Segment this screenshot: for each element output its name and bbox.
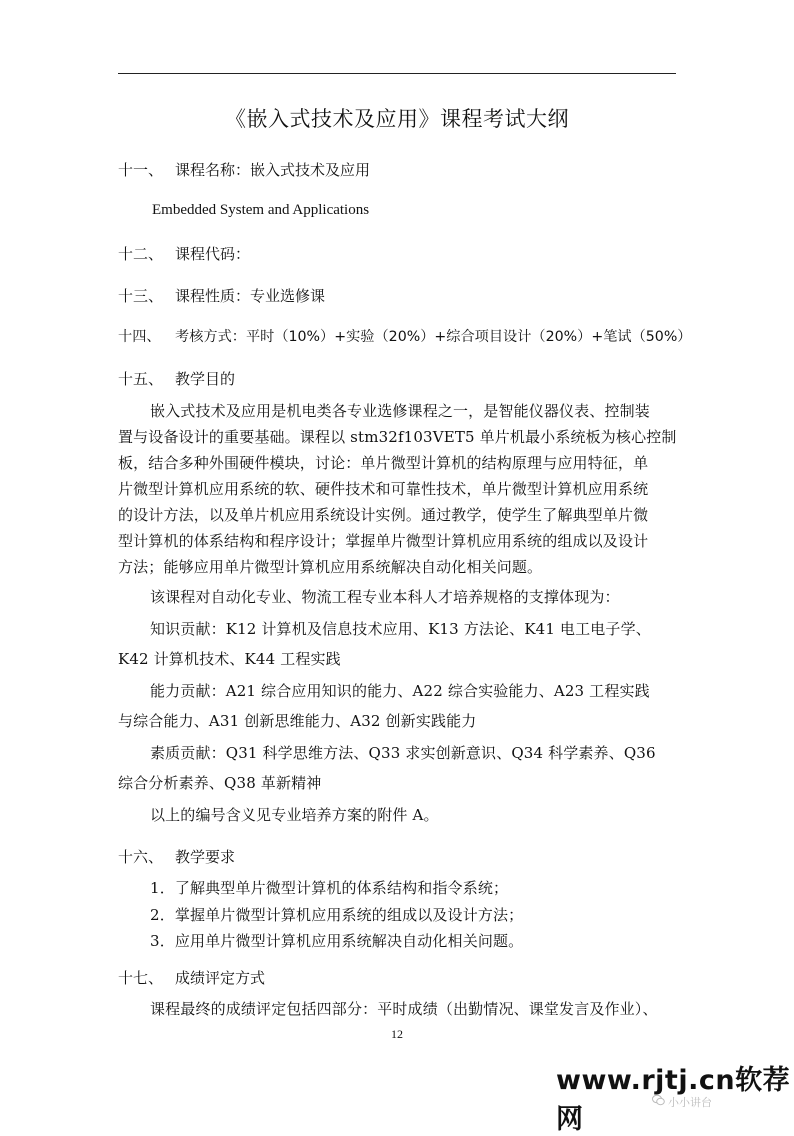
wechat-icon bbox=[652, 1094, 665, 1106]
course-english-name: Embedded System and Applications bbox=[152, 202, 370, 218]
section-course-name bbox=[118, 159, 370, 180]
quality-contribution-cont: 综合分析素养、Q38 革新精神 bbox=[118, 774, 322, 792]
paragraph-line: 置与设备设计的重要基础。课程以 stm32f103VET5 单片机最小系统板为核心控制 bbox=[118, 428, 677, 446]
paragraph-line: 方法；能够应用单片微型计算机应用系统解决自动化相关问题。 bbox=[118, 558, 543, 576]
section-course-type bbox=[118, 285, 325, 306]
header-rule bbox=[118, 73, 676, 74]
section-label: 教学目的 bbox=[175, 370, 236, 388]
section-number: 十五、 bbox=[118, 370, 164, 388]
grading-paragraph: 课程最终的成绩评定包括四部分：平时成绩（出勤情况、课堂发言及作业）、 bbox=[150, 1000, 658, 1018]
section-number: 十四、 bbox=[118, 329, 161, 345]
section-label: 教学要求 bbox=[175, 848, 236, 866]
section-grading bbox=[118, 967, 265, 988]
requirement-item: 1．了解典型单片微型计算机的体系结构和指令系统； bbox=[150, 879, 509, 897]
requirement-item: 3．应用单片微型计算机应用系统解决自动化相关问题。 bbox=[150, 932, 524, 950]
section-course-code bbox=[118, 243, 250, 264]
section-number: 十六、 bbox=[118, 848, 164, 866]
section-teaching-requirements bbox=[118, 846, 235, 867]
annex-note: 以上的编号含义见专业培养方案的附件 A。 bbox=[150, 806, 439, 824]
ability-contribution-cont: 与综合能力、A31 创新思维能力、A32 创新实践能力 bbox=[118, 712, 477, 730]
section-number: 十一、 bbox=[118, 161, 164, 179]
paragraph-line: 该课程对自动化专业、物流工程专业本科人才培养规格的支撑体现为： bbox=[150, 588, 620, 606]
page-number: 12 bbox=[391, 1027, 403, 1041]
requirement-item: 2．掌握单片微型计算机应用系统的组成以及设计方法； bbox=[150, 906, 524, 924]
watermark-account: 小小讲台 bbox=[668, 1096, 712, 1109]
section-number: 十七、 bbox=[118, 969, 164, 987]
paragraph-line: 的设计方法，以及单片机应用系统设计实例。通过教学，使学生了解典型单片微 bbox=[118, 506, 649, 524]
course-name-value: 嵌入式技术及应用 bbox=[250, 161, 371, 179]
document-title: 《嵌入式技术及应用》课程考试大纲 bbox=[225, 107, 569, 131]
paragraph-line: 嵌入式技术及应用是机电类各专业选修课程之一，是智能仪器仪表、控制装 bbox=[150, 402, 650, 420]
watermark-url: www.rjtj.cn软荐网 bbox=[556, 1065, 791, 1135]
section-text: 课程性质：专业选修课 bbox=[175, 287, 326, 305]
section-number: 十三、 bbox=[118, 287, 164, 305]
section-label: 课程名称： bbox=[175, 161, 251, 179]
quality-contribution: 素质贡献：Q31 科学思维方法、Q33 求实创新意识、Q34 科学素养、Q36 bbox=[150, 744, 656, 762]
knowledge-contribution: 知识贡献：K12 计算机及信息技术应用、K13 方法论、K41 电工电子学、 bbox=[150, 620, 651, 638]
section-text: 考核方式：平时（10%）+实验（20%）+综合项目设计（20%）+笔试（50%） bbox=[175, 329, 692, 345]
ability-contribution: 能力贡献：A21 综合应用知识的能力、A22 综合实验能力、A23 工程实践 bbox=[150, 682, 650, 700]
section-label: 课程代码： bbox=[175, 245, 251, 263]
section-label: 成绩评定方式 bbox=[175, 969, 266, 987]
paragraph-line: 片微型计算机应用系统的软、硬件技术和可靠性技术，单片微型计算机应用系统 bbox=[118, 480, 649, 498]
paragraph-line: 型计算机的体系结构和程序设计；掌握单片微型计算机应用系统的组成以及设计 bbox=[118, 532, 649, 550]
section-teaching-purpose bbox=[118, 368, 235, 389]
paragraph-line: 板，结合多种外围硬件模块，讨论：单片微型计算机的结构原理与应用特征，单 bbox=[118, 454, 649, 472]
section-assessment bbox=[118, 326, 692, 346]
section-number: 十二、 bbox=[118, 245, 164, 263]
knowledge-contribution-cont: K42 计算机技术、K44 工程实践 bbox=[118, 650, 341, 668]
